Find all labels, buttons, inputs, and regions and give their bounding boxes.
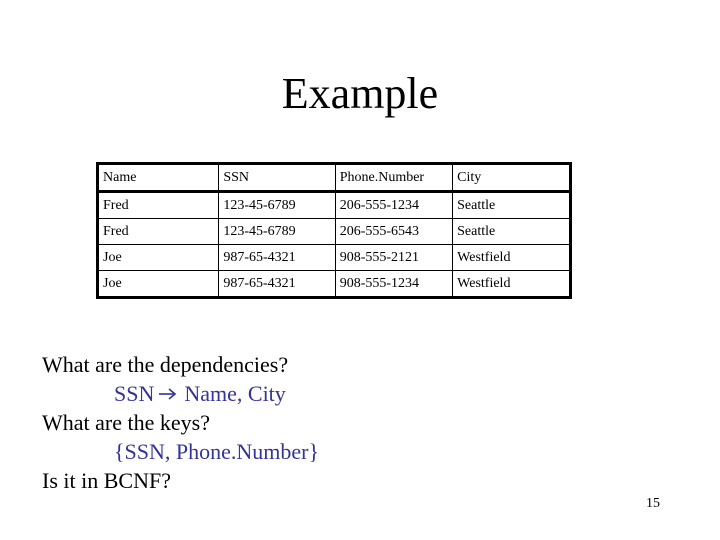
dependency-lhs: SSN [114,381,155,406]
table-header-row [98,164,571,192]
data-table [96,162,572,299]
table-row [98,219,571,245]
table-cell: Joe [98,271,219,298]
table-cell: 987-65-4321 [219,271,335,298]
table-cell: Westfield [453,245,571,271]
right-arrow-icon [158,387,178,401]
table-cell: Joe [98,245,219,271]
table-header-cell: City [453,164,571,192]
table-cell: Seattle [453,219,571,245]
answer-dependencies [42,379,682,408]
table-cell: 206-555-6543 [335,219,452,245]
page-number: 15 [646,496,660,511]
table-cell: Westfield [453,271,571,298]
slide-title: Example [281,69,439,118]
table-cell: 908-555-1234 [335,271,452,298]
table-cell: Fred [98,219,219,245]
table-cell: 206-555-1234 [335,192,452,219]
question-keys: What are the keys? [42,410,210,435]
question-bcnf: Is it in BCNF? [42,468,171,493]
table-cell: 987-65-4321 [219,245,335,271]
table-cell: 123-45-6789 [219,219,335,245]
answer-keys: {SSN, Phone.Number} [114,439,320,464]
table-row [98,271,571,298]
table-cell: 123-45-6789 [219,192,335,219]
table-cell: 908-555-2121 [335,245,452,271]
question-dependencies: What are the dependencies? [42,352,289,377]
question-answer-block [42,350,682,495]
table-header-cell: Name [98,164,219,192]
table-cell: Fred [98,192,219,219]
table-row [98,245,571,271]
table-row [98,192,571,219]
table-cell: Seattle [453,192,571,219]
dependency-rhs: Name, City [184,381,286,406]
table-header-cell: SSN [219,164,335,192]
table-header-cell: Phone.Number [335,164,452,192]
